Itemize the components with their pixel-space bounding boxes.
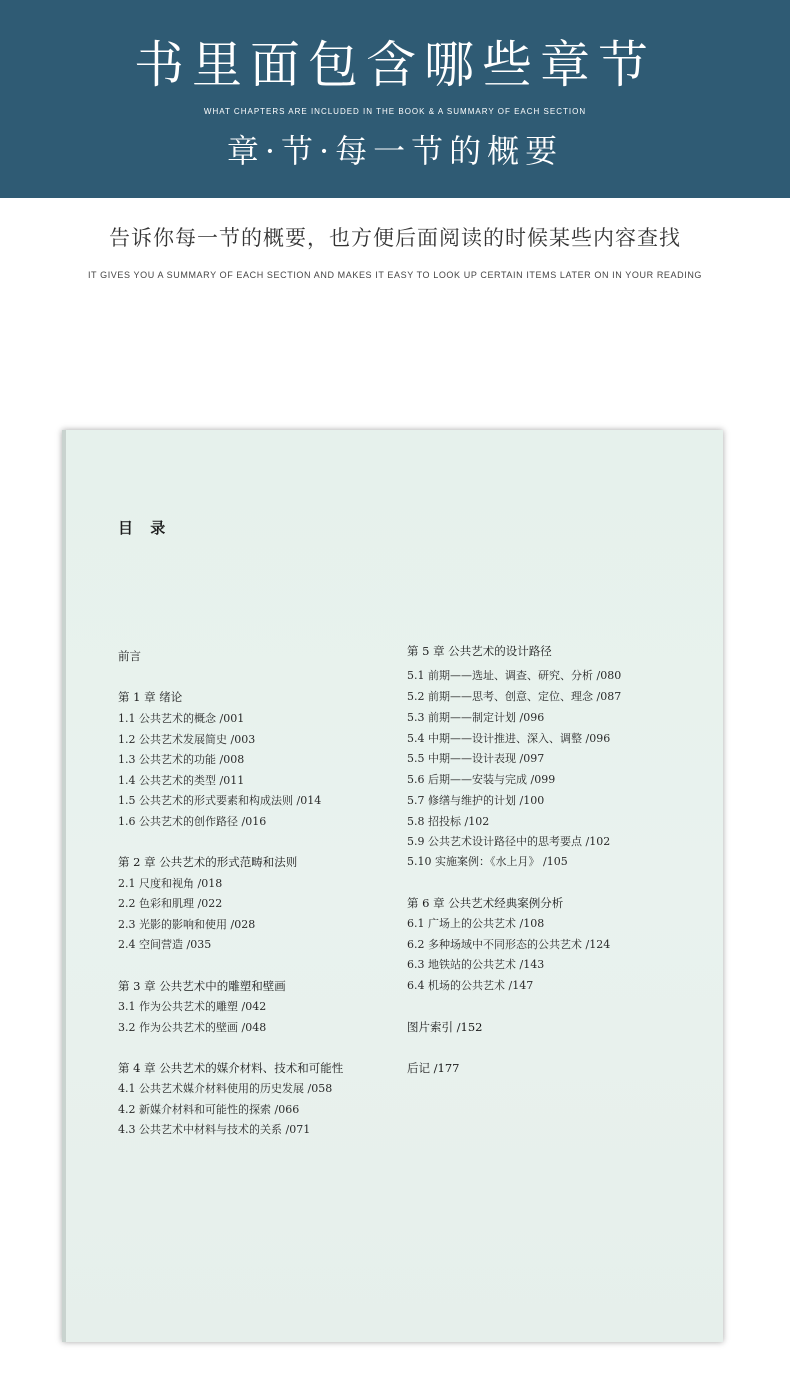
toc-entry: 5.9 公共艺术设计路径中的思考要点 /102: [407, 835, 611, 848]
toc-chapter-heading: 第 4 章 公共艺术的媒介材料、技术和可能性: [118, 1061, 344, 1075]
toc-entry: 5.1 前期——选址、调查、研究、分析 /080: [407, 669, 622, 682]
toc-entry: 1.4 公共艺术的类型 /011: [118, 774, 245, 787]
toc-chapter-heading: 前言: [118, 649, 141, 663]
toc-entry: 4.3 公共艺术中材料与技术的关系 /071: [118, 1123, 311, 1136]
toc-chapter-heading: 第 2 章 公共艺术的形式范畴和法则: [118, 855, 298, 869]
toc-entry: 4.1 公共艺术媒介材料使用的历史发展 /058: [118, 1082, 333, 1095]
toc-chapter-heading: 后记 /177: [407, 1061, 460, 1075]
toc-entry: 6.3 地铁站的公共艺术 /143: [407, 958, 545, 971]
toc-chapter-heading: 第 5 章 公共艺术的设计路径: [407, 644, 552, 658]
toc-entry: 1.3 公共艺术的功能 /008: [118, 753, 245, 766]
toc-entry: 5.5 中期——设计表现 /097: [407, 752, 545, 765]
header-banner: [0, 0, 790, 198]
toc-entry: 5.3 前期——制定计划 /096: [407, 711, 545, 724]
toc-entry: 6.1 广场上的公共艺术 /108: [407, 917, 545, 930]
toc-chapter-heading: 第 3 章 公共艺术中的雕塑和壁画: [118, 979, 286, 993]
toc-chapter-heading: 第 6 章 公共艺术经典案例分析: [407, 896, 564, 910]
toc-entry: 3.2 作为公共艺术的壁画 /048: [118, 1021, 267, 1034]
tagline-english: IT GIVES YOU A SUMMARY OF EACH SECTION AND MAKES IT EASY TO LOOK UP CERTAIN ITEMS LATER ON IN YOUR READING: [87, 270, 703, 280]
toc-entry: 2.2 色彩和肌理 /022: [118, 897, 223, 910]
toc-title: 目 录: [118, 519, 172, 537]
toc-entry: 2.3 光影的影响和使用 /028: [118, 918, 256, 931]
book-page-photo: [62, 430, 723, 1342]
toc-entry: 1.1 公共艺术的概念 /001: [118, 712, 245, 725]
banner-english-subtitle: WHAT CHAPTERS ARE INCLUDED IN THE BOOK & A SUMMARY OF EACH SECTION: [203, 107, 587, 116]
toc-chapter-heading: 第 1 章 绪论: [118, 690, 183, 704]
toc-entry: 5.2 前期——思考、创意、定位、理念 /087: [407, 690, 622, 703]
toc-entry: 4.2 新媒介材料和可能性的探索 /066: [118, 1103, 300, 1116]
toc-entry: 6.2 多种场域中不同形态的公共艺术 /124: [407, 938, 611, 951]
tagline: 告诉你每一节的概要，也方便后面阅读的时候某些内容查找: [109, 226, 681, 250]
toc-entry: 5.10 实施案例：《水上月》 /105: [407, 855, 568, 868]
toc-entry: 2.1 尺度和视角 /018: [118, 877, 223, 890]
toc-entry: 2.4 空间营造 /035: [118, 938, 212, 951]
toc-chapter-heading: 图片索引 /152: [407, 1020, 483, 1034]
toc-entry: 1.5 公共艺术的形式要素和构成法则 /014: [118, 794, 322, 807]
toc-entry: 5.6 后期——安装与完成 /099: [407, 773, 556, 786]
banner-title: 书里面包含哪些章节: [134, 36, 656, 94]
toc-entry: 3.1 作为公共艺术的雕塑 /042: [118, 1000, 267, 1013]
toc-entry: 1.6 公共艺术的创作路径 /016: [118, 815, 267, 828]
toc-entry: 5.4 中期——设计推进、深入、调整 /096: [407, 732, 611, 745]
toc-entry: 1.2 公共艺术发展简史 /003: [118, 733, 256, 746]
toc-entry: 5.7 修缮与维护的计划 /100: [407, 794, 545, 807]
toc-entry: 6.4 机场的公共艺术 /147: [407, 979, 534, 992]
banner-subtitle: 章·节·每一节的概要: [226, 132, 564, 170]
toc-entry: 5.8 招投标 /102: [407, 815, 490, 828]
